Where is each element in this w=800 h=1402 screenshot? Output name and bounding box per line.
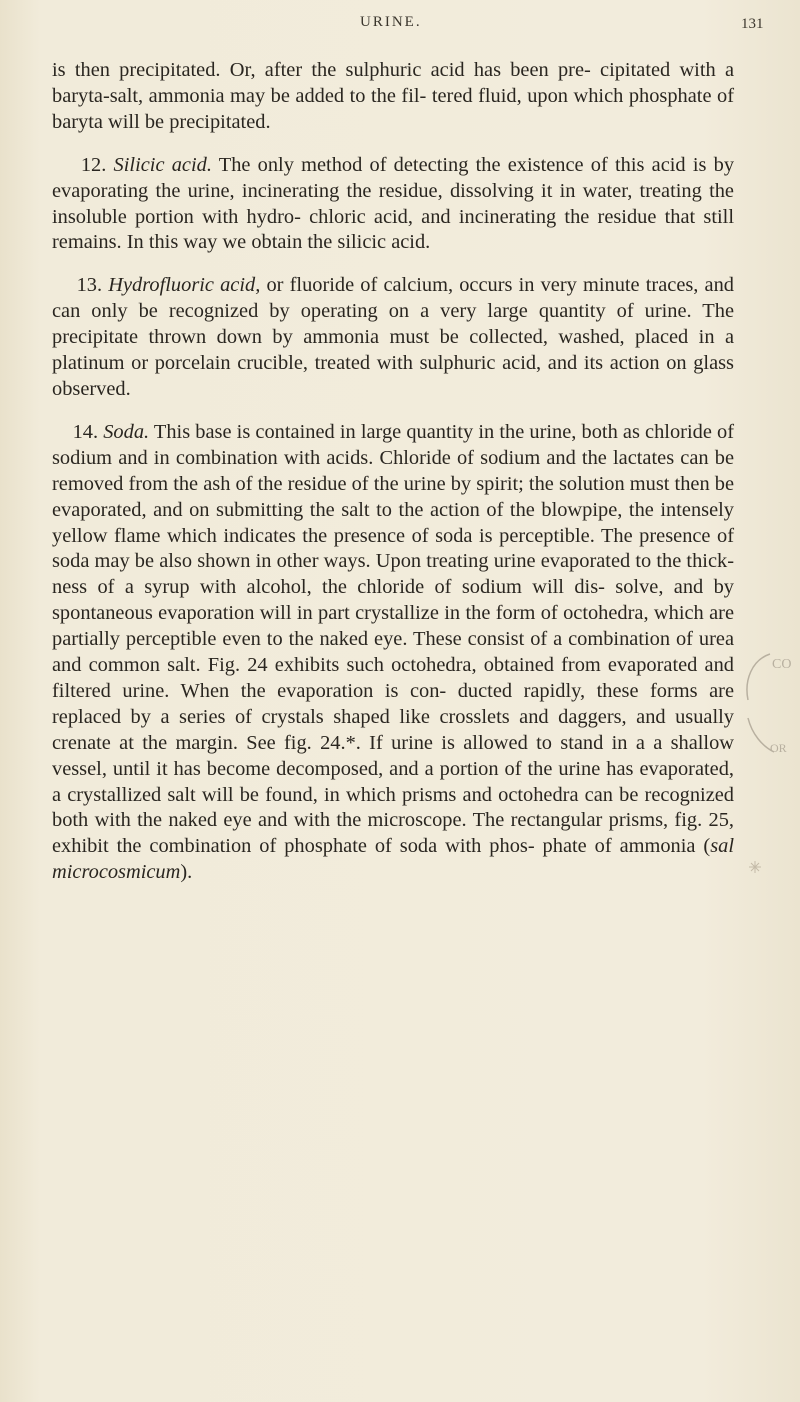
paragraph-silicic-acid	[52, 153, 734, 257]
paragraph-heading: Silicic acid.	[113, 153, 212, 176]
page-number: 131	[741, 16, 764, 32]
stamp-text-top: CO	[772, 657, 792, 672]
margin-asterisk-icon	[748, 860, 762, 874]
paragraph-text: is then precipitated. Or, after the sulphuric acid has been pre- cipitated with a baryta-salt, ammonia may be added to the fil- tered fluid, upon which phosphate of baryta will be precipitated.	[52, 59, 734, 133]
paragraph-heading: Soda.	[103, 420, 150, 443]
paragraph-text: The only method of detecting the existence of this acid is by evaporating the urine, incinerating the residue, dissolving it in water, treating the insoluble portion with hydro- chloric acid, and incinerating the residue that still remains. In this way we obtain the silicic acid.	[52, 153, 735, 254]
running-head: URINE.	[360, 14, 422, 30]
paragraph-number: 14.	[72, 420, 99, 443]
stamp-text-bottom: OR	[770, 741, 787, 755]
library-stamp-fragment	[742, 648, 800, 758]
paragraph-number: 13.	[76, 274, 103, 297]
paragraph-tail: ).	[180, 861, 193, 884]
page-header	[0, 14, 800, 44]
paragraph-soda	[52, 420, 734, 886]
paragraph-italic-term: sal microcosmicum	[52, 835, 734, 884]
paragraph-continuation	[52, 58, 734, 136]
paragraph-hydrofluoric-acid	[52, 273, 734, 403]
paragraph-text: or fluoride of calcium, occurs in very minute traces, and can only be recognized by operating on a very large quantity of urine. The precipitate thrown down by ammonia must be collected, washed, placed in a platinum or porcelain crucible, treated with sulphuric acid, and its action on glass observed.	[52, 274, 734, 400]
paragraph-heading: Hydrofluoric acid,	[108, 274, 261, 297]
body-text	[52, 58, 734, 903]
paragraph-number: 12.	[80, 153, 107, 176]
paragraph-text: This base is contained in large quantity in the urine, both as chloride of sodium and in combination with acids. Chloride of sodium and the lactates can be removed from the ash of the residue of the urine by spirit; the solution must then be evaporated, and on submitting the salt to the action of the blowpipe, the intensely yellow flame which indicates the presence of soda is perceptible. The presence of soda may be also shown in other ways. Upon treating urine evaporated to the thick- ness of a syrup with alcohol, the chloride of sodium will dis- solve, and by spontaneous evaporation will in part crystallize in the form of octohedra, which are partially perceptible even to the naked eye. These consist of a combination of urea and common salt. Fig. 24 exhibits such octohedra, obtained from evaporated and filtered urine. When the evaporation is con- ducted rapidly, these forms are replaced by a series of crystals shaped like crosslets and daggers, and usually crenate at the margin. See fig. 24.*. If urine is allowed to stand in a a shallow vessel, until it has become decomposed, and a portion of the urine has evaporated, a crystallized salt will be found, in which prisms and octohedra can be recognized both with the naked eye and with the microscope. The rectangular prisms, fig. 25, exhibit the combination of phosphate of soda with phos- phate of ammonia (	[52, 420, 734, 858]
